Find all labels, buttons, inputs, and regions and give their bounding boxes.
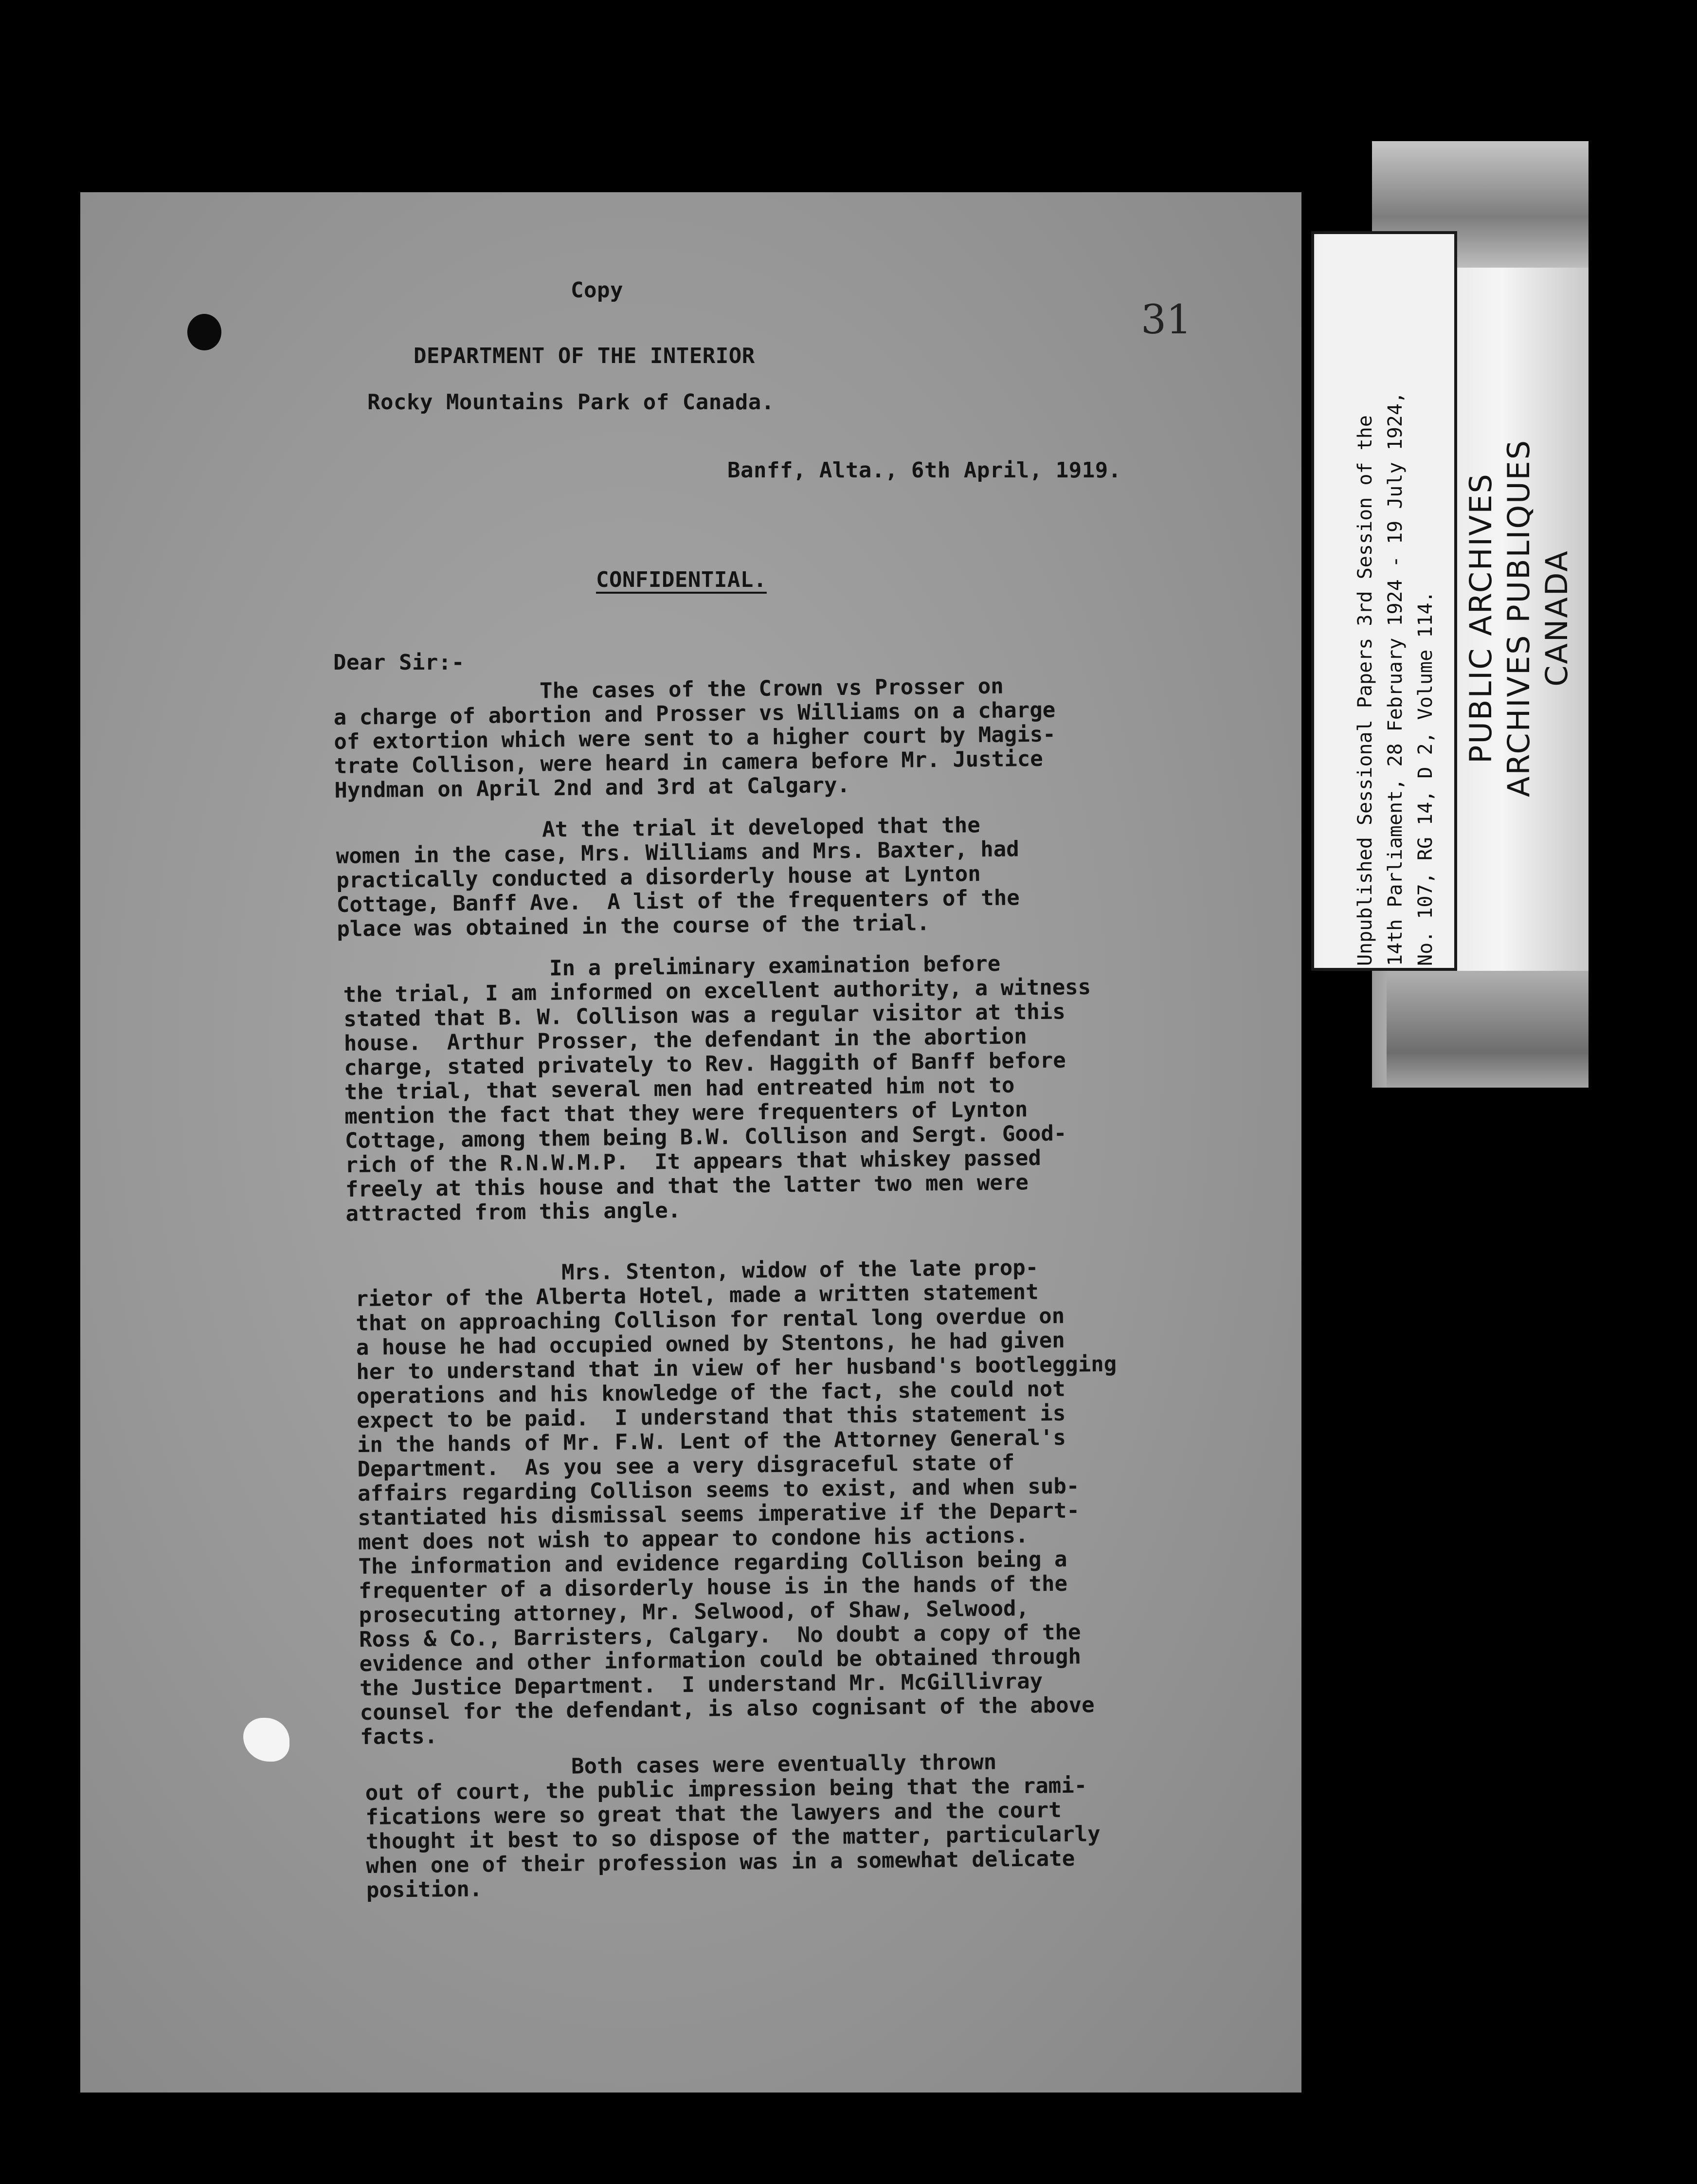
text-line: practically conducted a disorderly house at Lynton	[336, 861, 981, 893]
text-line: Cottage, among them being B.W. Collison and Sergt. Good-	[344, 1121, 1067, 1153]
archive-stamp-line: ARCHIVES PUBLIQUES	[1501, 438, 1536, 798]
text-line: mention the fact that they were frequenters of Lynton	[344, 1097, 1028, 1129]
paragraph	[365, 1747, 1335, 1903]
text-line: trate Collison, were heard in camera before Mr. Justice	[334, 746, 1043, 779]
archive-stamp-line: CANADA	[1539, 549, 1574, 687]
letterhead-department: DEPARTMENT OF THE INTERIOR	[414, 344, 755, 368]
text-line: rich of the R.N.W.M.P. It appears that whiskey passed	[345, 1145, 1042, 1178]
text-line: that on approaching Collison for rental long overdue on	[356, 1303, 1065, 1336]
archive-label-line: Unpublished Sessional Papers 3rd Session of the	[1354, 415, 1376, 966]
text-line: Mrs. Stenton, widow of the late prop-	[355, 1255, 1039, 1287]
archive-strip-bottom-edge	[1387, 971, 1589, 1088]
text-line: prosecuting attorney, Mr. Selwood, of Shaw, Selwood,	[359, 1596, 1029, 1628]
archive-stamp-line: PUBLIC ARCHIVES	[1463, 473, 1498, 764]
paragraph	[343, 948, 1314, 1226]
text-line: charge, stated privately to Rev. Haggith of Banff before	[344, 1048, 1066, 1080]
text-line: The cases of the Crown vs Prosser on	[333, 673, 1004, 706]
paper-tear	[243, 1718, 289, 1762]
text-line: when one of their profession was in a somewhat delicate	[366, 1846, 1075, 1878]
text-line: of extortion which were sent to a higher court by Magis-	[334, 722, 1056, 754]
text-line: Both cases were eventually thrown	[364, 1749, 997, 1781]
text-line: Department. As you see a very disgraceful state of	[357, 1450, 1015, 1482]
letterhead-park: Rocky Mountains Park of Canada.	[367, 390, 775, 415]
salutation: Dear Sir:-	[333, 650, 465, 675]
text-line: stated that B. W. Collison was a regular visitor at this	[343, 999, 1065, 1032]
paragraph	[333, 671, 1303, 803]
text-line: her to understand that in view of her husband's bootlegging	[356, 1351, 1117, 1384]
dateline: Banff, Alta., 6th April, 1919.	[727, 458, 1121, 483]
text-line: facts.	[360, 1724, 438, 1749]
punch-hole	[187, 314, 221, 350]
text-line: fications were so great that the lawyers and the court	[365, 1798, 1062, 1830]
text-line: stantiated his dismissal seems imperative if the Depart-	[358, 1498, 1080, 1530]
archive-label-text	[1350, 246, 1441, 966]
text-line: attracted from this angle.	[345, 1198, 681, 1226]
text-line: operations and his knowledge of the fact, she could not	[356, 1376, 1066, 1409]
archive-label-line: 14th Parliament, 28 February 1924 - 19 July 1924,	[1384, 391, 1407, 966]
text-line: the Justice Department. I understand Mr. McGillivray	[359, 1669, 1043, 1701]
copy-mark: Copy	[571, 278, 623, 303]
text-line: freely at this house and that the latter two men were	[345, 1170, 1029, 1202]
text-line: In a preliminary examination before	[343, 951, 1001, 983]
archive-stamp	[1462, 399, 1576, 837]
text-line: counsel for the defendant, is also cognisant of the above	[360, 1693, 1095, 1725]
text-line: frequenter of a disorderly house is in the hands of the	[358, 1571, 1068, 1603]
paragraph	[336, 810, 1305, 942]
text-line: evidence and other information could be obtained through	[359, 1644, 1082, 1676]
text-line: Cottage, Banff Ave. A list of the frequenters of the	[336, 885, 1020, 917]
text-line: Ross & Co., Barristers, Calgary. No doubt a copy of the	[359, 1620, 1081, 1652]
text-line: house. Arthur Prosser, the defendant in the abortion	[343, 1024, 1028, 1056]
text-line: rietor of the Alberta Hotel, made a written statement	[355, 1279, 1039, 1311]
text-line: in the hands of Mr. F.W. Lent of the Attorney General's	[357, 1425, 1066, 1457]
text-line: the trial, that several men had entreated him not to	[344, 1073, 1015, 1105]
text-line: a house he had occupied owned by Stentons, he had given	[356, 1328, 1065, 1360]
letter-page	[80, 192, 1301, 2093]
classification-heading: CONFIDENTIAL.	[596, 567, 767, 592]
text-line: expect to be paid. I understand that this statement is	[357, 1401, 1066, 1433]
page-number: 31	[1141, 297, 1192, 343]
text-line: position.	[366, 1876, 483, 1903]
text-line: a charge of abortion and Prosser vs Williams on a charge	[333, 697, 1056, 730]
text-line: thought it best to so dispose of the matter, particularly	[365, 1821, 1101, 1854]
text-line: out of court, the public impression being that the rami-	[365, 1773, 1087, 1805]
text-line: The information and evidence regarding Collison being a	[358, 1547, 1067, 1579]
text-line: the trial, I am informed on excellent authority, a witness	[343, 974, 1091, 1007]
text-line: affairs regarding Collison seems to exist, and when sub-	[357, 1474, 1080, 1506]
archive-label-line: No. 107, RG 14, D 2, Volume 114.	[1414, 591, 1437, 966]
paragraph	[355, 1253, 1328, 1749]
text-line: place was obtained in the course of the trial.	[337, 910, 930, 942]
text-line: women in the case, Mrs. Williams and Mrs. Baxter, had	[336, 837, 1019, 869]
text-line: Hyndman on April 2nd and 3rd at Calgary.	[334, 772, 850, 803]
text-line: ment does not wish to appear to condone his actions.	[358, 1523, 1029, 1555]
text-line: At the trial it developed that the	[335, 813, 980, 844]
